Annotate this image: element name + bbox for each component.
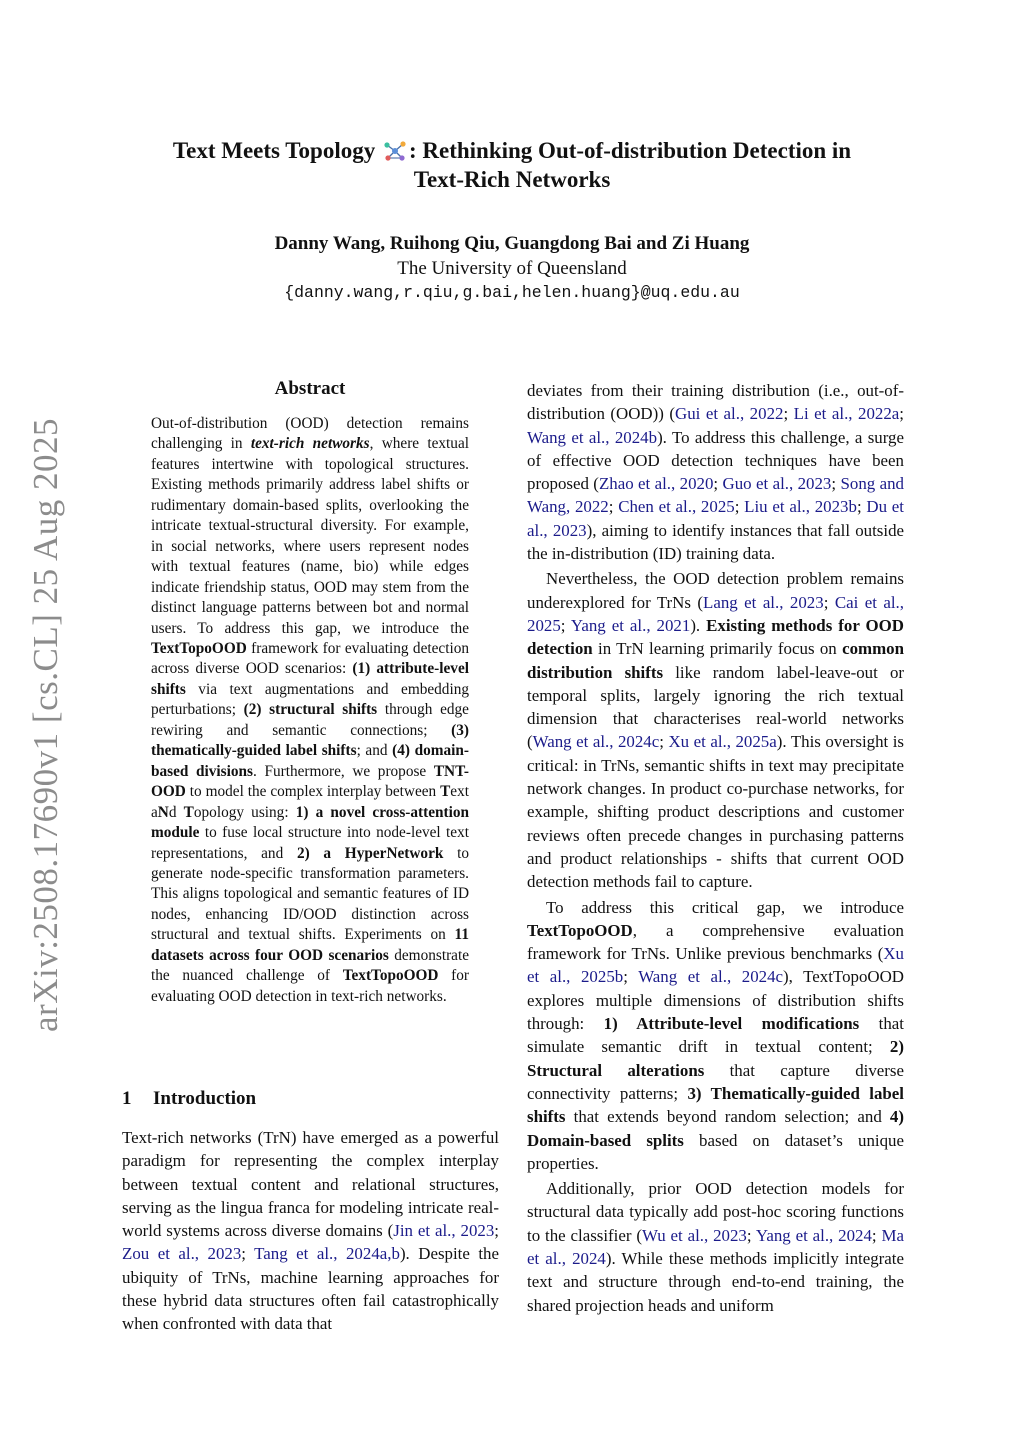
citation-link[interactable]: Wu et al., 2023: [641, 1225, 747, 1245]
citation-link[interactable]: Yang et al., 2024: [755, 1225, 872, 1245]
paper-title: [0, 136, 1024, 194]
title-part1: Text Meets Topology: [172, 138, 376, 163]
intro-paragraph-1: Text-rich networks (TrN) have emerged as a powerful paradigm for representing the complex interplay between textual content and relational structures, serving as the lingua franca for modeling intricate real-world systems across diverse domains (Jin et al., 2023; Zou et al., 2023; Tang et al., 2024a,b). Despite the ubiquity of TrNs, machine learning approaches for these hybrid data structures often fail catastrophically when confronted with data that: [122, 1128, 499, 1334]
intro-paragraph-1-continued: deviates from their training distribution (i.e., out-of-distribution (OOD)) (Gui et al., 2022; Li et al., 2022a; Wang et al., 2024b). To address this challenge, a surge of effective OOD detection techniques have been proposed (Zhao et al., 2020; Guo et al., 2023; Song and Wang, 2022; Chen et al., 2025; Liu et al., 2023b; Du et al., 2023), aiming to identify instances that fall outside the in-distribution (ID) training data.: [527, 381, 905, 564]
network-graph-icon: [383, 141, 407, 161]
intro-paragraph-4: Additionally, prior OOD detection models for structural data typically add post-hoc scoring functions to the classifier (Wu et al., 2023; Yang et al., 2024; Ma et al., 2024). While these methods implicitly integrate text and structure through end-to-end training, the shared projection heads and uniform: [527, 1179, 904, 1315]
section-heading-introduction: [122, 1088, 256, 1110]
citation-link[interactable]: Zhao et al., 2020: [598, 474, 714, 494]
citation-link[interactable]: Tang et al., 2024a,b: [254, 1244, 400, 1264]
citation-link[interactable]: Guo et al., 2023: [722, 474, 832, 494]
section-title: Introduction: [153, 1088, 257, 1109]
citation-link[interactable]: Ma et al., 2024: [527, 1225, 904, 1268]
citation-link[interactable]: Li et al., 2022a: [793, 404, 900, 424]
section-number: 1: [122, 1088, 132, 1109]
affiliation: The University of Queensland: [397, 258, 627, 279]
citation-link[interactable]: Jin et al., 2023: [393, 1221, 495, 1241]
citation-link[interactable]: Du et al., 2023: [527, 497, 904, 540]
citation-link[interactable]: Chen et al., 2025: [618, 497, 735, 517]
citation-link[interactable]: Yang et al., 2021: [570, 615, 691, 635]
intro-paragraph-3: To address this critical gap, we introduce TextTopoOOD, a comprehensive evaluation framework for TrNs. Unlike previous benchmarks (Xu et al., 2025b; Wang et al., 2024c), TextTopoOOD explores multiple dimensions of distribution shifts through: 1) Attribute-level modifications that simulate semantic drift in textual content; 2) Structural alterations that capture diverse connectivity patterns; 3) Thematically-guided label shifts that extends beyond random selection; and 4) Domain-based splits based on dataset’s unique properties.: [527, 897, 904, 1173]
citation-link[interactable]: Song and Wang, 2022: [527, 474, 904, 517]
right-column: [527, 379, 904, 1317]
citation-link[interactable]: Cai et al., 2025: [527, 592, 904, 635]
title-part2: : Rethinking Out-of-distribution Detection in: [408, 138, 852, 163]
citation-link[interactable]: Wang et al., 2024c: [638, 967, 784, 987]
intro-paragraph-2: Nevertheless, the OOD detection problem remains underexplored for TrNs (Lang et al., 2023; Cai et al., 2025; Yang et al., 2021). Existing methods for OOD detection in TrN learning primarily focus on common distribution shifts like random label-leave-out or temporal splits, largely ignoring the rich textual dimension that characterises real-world networks (Wang et al., 2024c; Xu et al., 2025a). This oversight is critical: in TrNs, semantic shifts in text may precipitate network changes. In product co-purchase networks, for example, shifting product descriptions and customer reviews often precede changes in purchasing patterns and product relationships - shifts that current OOD detection methods fail to capture.: [527, 569, 905, 892]
abstract-body: Out-of-distribution (OOD) detection remains challenging in text-rich networks, where textual features intertwine with topological structures. Existing methods primarily address label shifts or rudimentary domain-based splits, overlooking the intricate textual-structural diversity. For example, in social networks, where users represent nodes with textual features (name, bio) while edges indicate friendship status, OOD may stem from the distinct language patterns between bot and normal users. To address this gap, we introduce the TextTopoOOD framework for evaluating detection across diverse OOD scenarios: (1) attribute-level shifts via text augmentations and embedding perturbations; (2) structural shifts through edge rewiring and semantic connections; (3) thematically-guided label shifts; and (4) domain-based divisions. Furthermore, we propose TNT-OOD to model the complex interplay between Text aNd Topology using: 1) a novel cross-attention module to fuse local structure into node-level text representations, and 2) a HyperNetwork to generate node-specific transformation parameters. This aligns topological and semantic features of ID nodes, enhancing ID/OOD distinction across structural and textual shifts. Experiments on 11 datasets across four OOD scenarios demonstrate the nuanced challenge of TextTopoOOD for evaluating OOD detection in text-rich networks.: [151, 415, 469, 1005]
citation-link[interactable]: Xu et al., 2025b: [527, 944, 904, 987]
citation-link[interactable]: Lang et al., 2023: [703, 592, 824, 612]
citation-link[interactable]: Wang et al., 2024b: [527, 427, 658, 447]
abstract-heading: Abstract: [274, 378, 346, 399]
citation-link[interactable]: Liu et al., 2023b: [744, 497, 857, 517]
citation-link[interactable]: Gui et al., 2022: [675, 404, 784, 424]
citation-link[interactable]: Zou et al., 2023: [122, 1244, 242, 1264]
title-line2: Text-Rich Networks: [413, 167, 611, 192]
citation-link[interactable]: Wang et al., 2024c: [532, 732, 660, 752]
author-emails: {danny.wang,r.qiu,g.bai,helen.huang}@uq.edu.au: [284, 283, 740, 302]
author-list: Danny Wang, Ruihong Qiu, Guangdong Bai and Zi Huang: [274, 233, 750, 254]
arxiv-identifier: arXiv:2508.17690v1 [cs.CL] 25 Aug 2025: [26, 418, 65, 1032]
citation-link[interactable]: Xu et al., 2025a: [668, 732, 777, 752]
